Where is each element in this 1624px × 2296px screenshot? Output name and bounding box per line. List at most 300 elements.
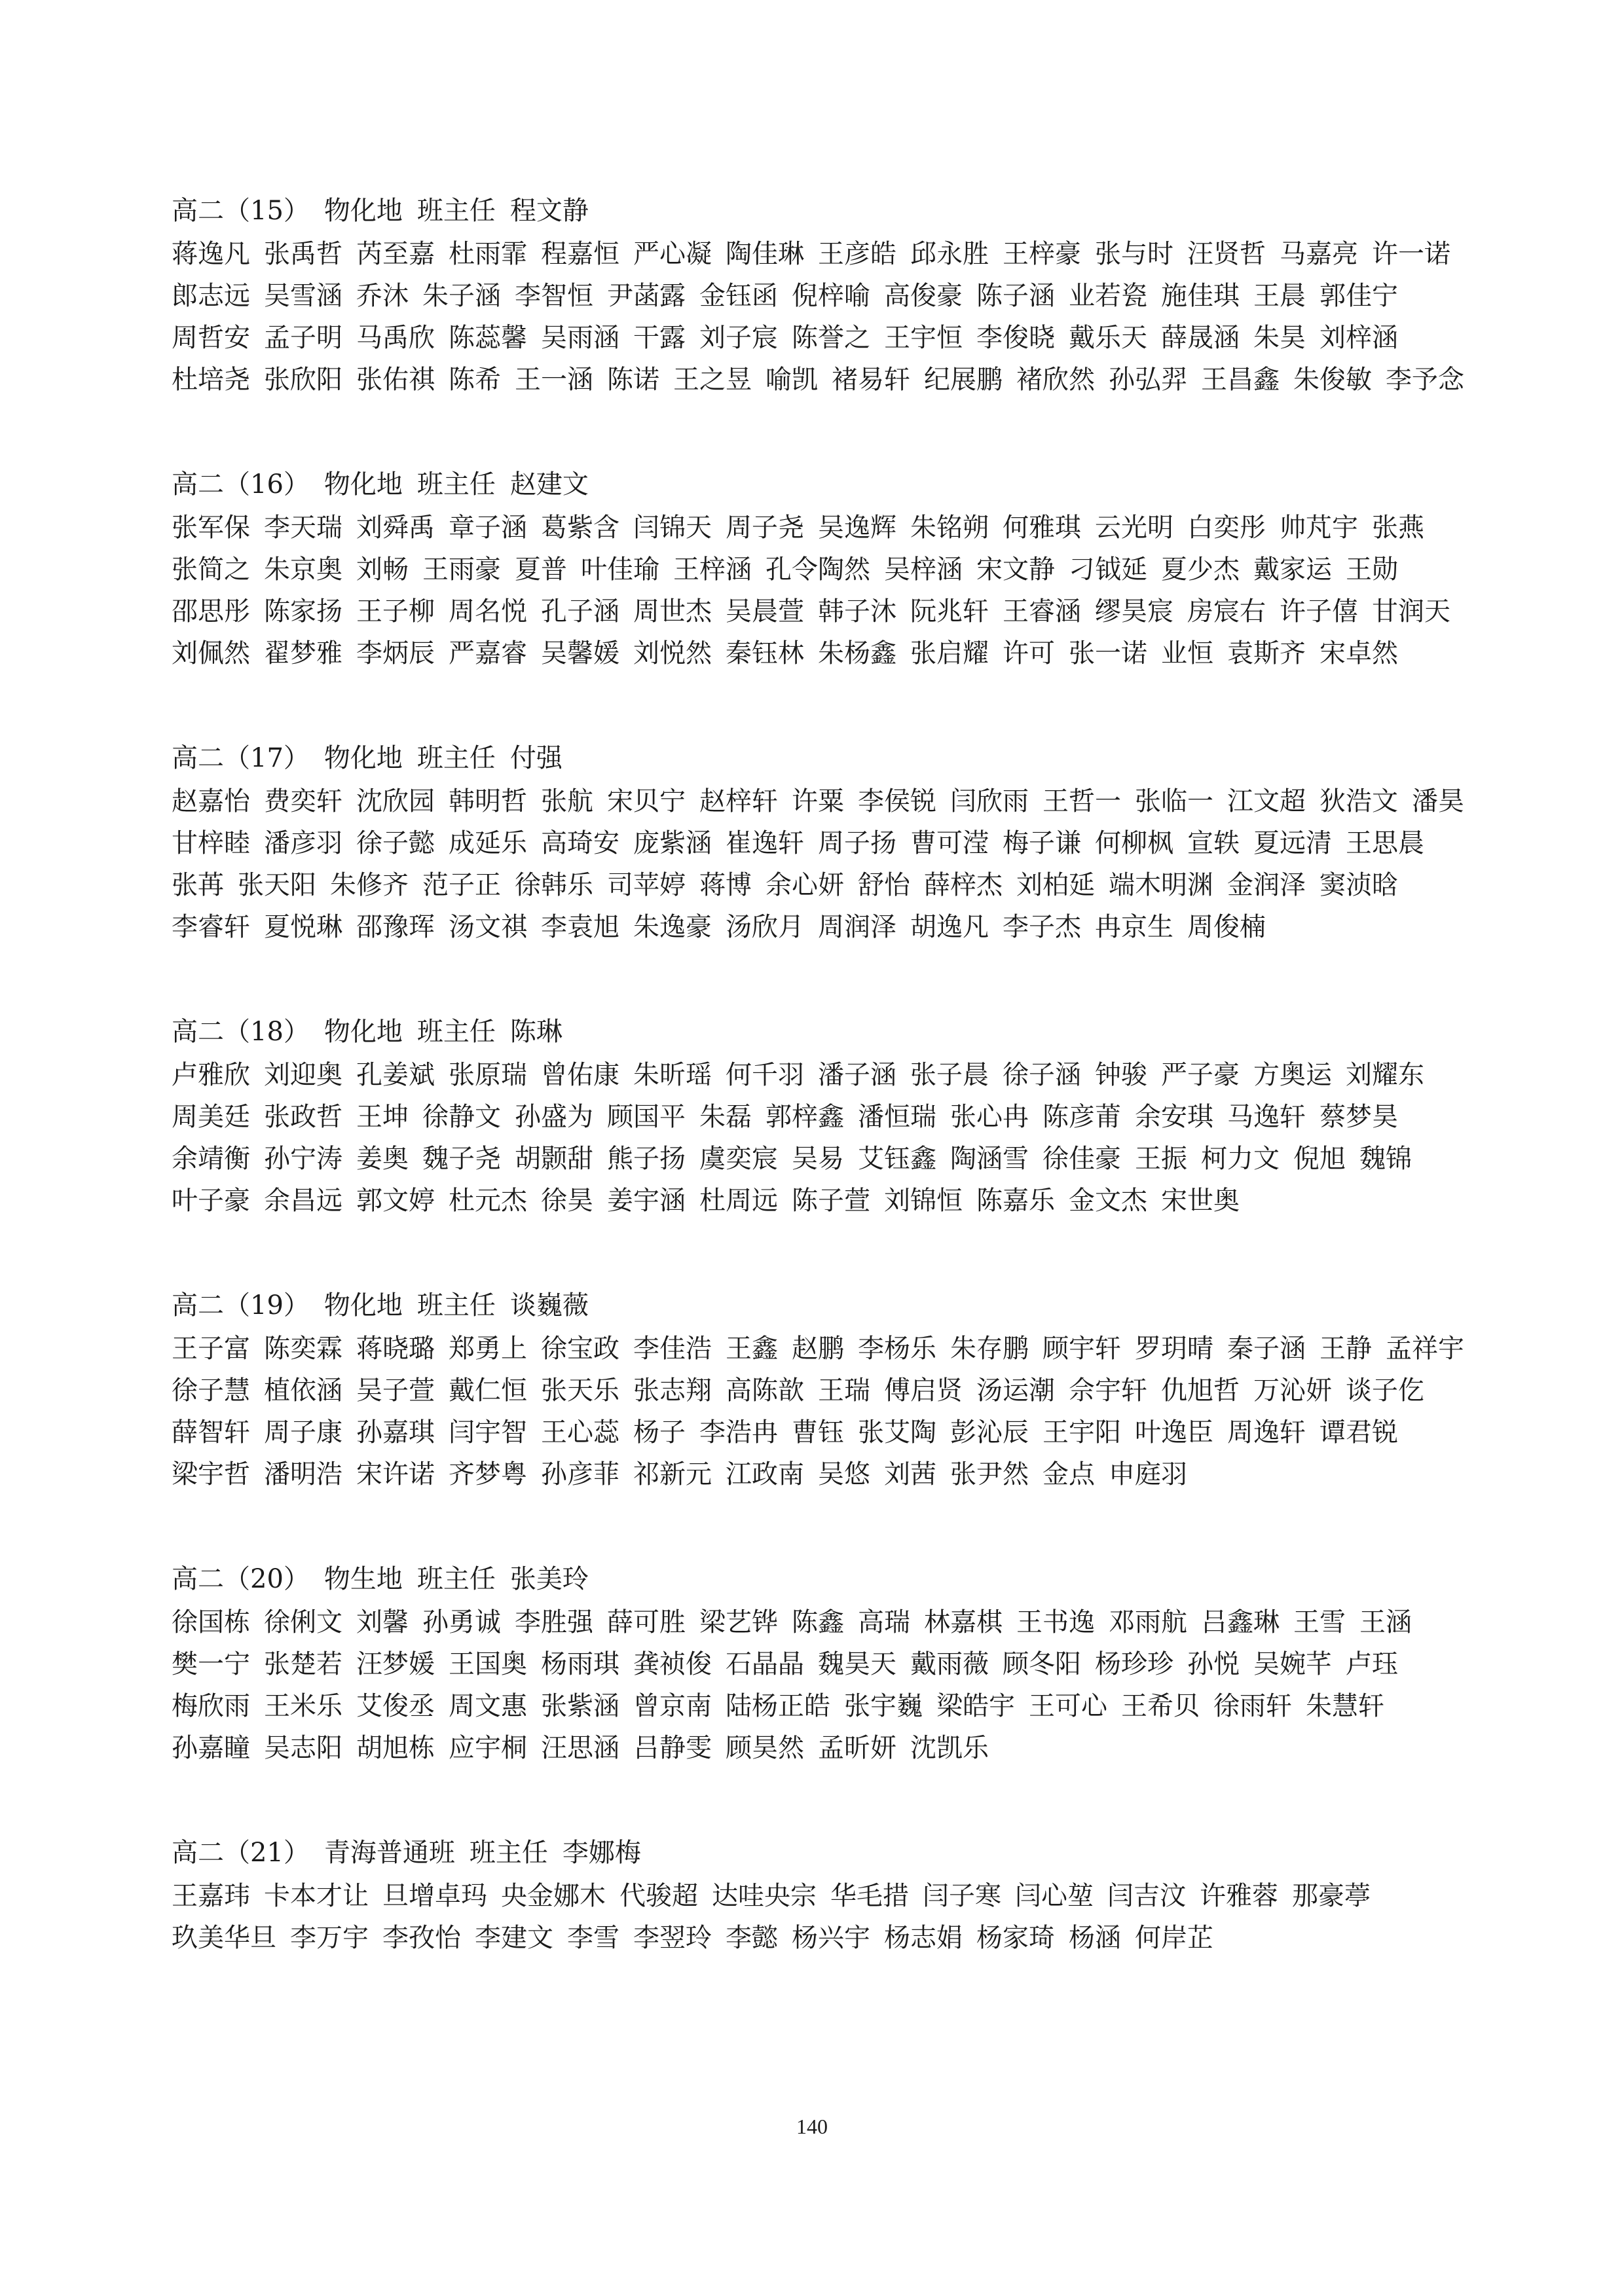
student-name: 王雨豪 (422, 555, 501, 585)
student-name: 王鑫 (726, 1334, 778, 1364)
student-name: 汪梦媛 (356, 1649, 435, 1679)
student-name: 蒋晓璐 (356, 1334, 435, 1364)
student-name: 余安琪 (1135, 1102, 1213, 1132)
student-name: 李翌玲 (633, 1923, 712, 1953)
student-name: 吴易 (792, 1144, 844, 1174)
teacher-name: 程文静 (509, 196, 589, 226)
student-name: 陈子萱 (792, 1186, 870, 1216)
student-name: 高俊豪 (884, 281, 963, 311)
student-name: 李孜怡 (382, 1923, 461, 1953)
student-name: 许粟 (792, 786, 844, 816)
student-name: 朱存鹏 (950, 1334, 1029, 1364)
student-name: 张启耀 (910, 638, 989, 668)
student-name: 刘子宸 (699, 323, 778, 353)
student-name: 舒怡 (858, 870, 910, 900)
student-name: 杨子 (633, 1417, 686, 1448)
student-name: 汤欣月 (726, 912, 804, 942)
student-name: 朱昕瑶 (633, 1060, 712, 1090)
student-name: 王振 (1135, 1144, 1187, 1174)
student-name: 陈嘉乐 (976, 1186, 1055, 1216)
student-name: 许雅蓉 (1200, 1881, 1278, 1911)
student-name: 邱永胜 (910, 239, 989, 269)
class-section (172, 190, 1481, 401)
student-name: 邓雨航 (1109, 1607, 1187, 1637)
teacher-label: 班主任 (416, 1564, 496, 1594)
student-name: 孙彦菲 (541, 1459, 619, 1489)
class-header (172, 1285, 1481, 1326)
student-name: 张子晨 (910, 1060, 989, 1090)
student-name: 徐子懿 (356, 828, 435, 858)
student-name: 薛晟涵 (1161, 323, 1240, 353)
student-name: 李袁旭 (541, 912, 619, 942)
student-name: 吕鑫琳 (1201, 1607, 1280, 1637)
class-section (172, 1285, 1481, 1495)
class-section (172, 737, 1481, 948)
student-name: 王嘉玮 (172, 1881, 250, 1911)
student-name: 宋许诺 (356, 1459, 435, 1489)
student-name: 汤运潮 (976, 1376, 1055, 1406)
student-name: 梅欣雨 (172, 1691, 250, 1721)
student-name: 许可 (1003, 638, 1055, 668)
student-name: 刘耀东 (1346, 1060, 1424, 1090)
student-name: 梅子谦 (1003, 828, 1081, 858)
student-name: 徐宝政 (541, 1334, 619, 1364)
student-name: 尹菡露 (607, 281, 686, 311)
student-name: 傅启贤 (884, 1376, 963, 1406)
student-name: 李万宇 (290, 1923, 369, 1953)
student-name: 孙嘉琪 (356, 1417, 435, 1448)
student-name: 乔沐 (356, 281, 409, 311)
student-name: 卡本才让 (264, 1881, 369, 1911)
student-name: 陶佳琳 (726, 239, 804, 269)
student-name: 周润泽 (818, 912, 896, 942)
class-name: 高二（18） (172, 1017, 310, 1047)
student-name: 张禹哲 (264, 239, 342, 269)
student-name: 戴乐天 (1069, 323, 1147, 353)
student-name: 薛智轩 (172, 1417, 250, 1448)
student-name: 何岸芷 (1135, 1923, 1213, 1953)
student-name: 朱逸豪 (633, 912, 712, 942)
student-name: 郭佳宁 (1320, 281, 1398, 311)
student-list (172, 1601, 1481, 1769)
student-name: 张与时 (1095, 239, 1173, 269)
student-name: 孙盛为 (515, 1102, 593, 1132)
student-name: 张志翔 (633, 1376, 712, 1406)
class-header (172, 1832, 1481, 1874)
class-subjects: 物化地 (323, 469, 403, 500)
student-name: 徐佳豪 (1043, 1144, 1121, 1174)
student-name: 魏昊天 (818, 1649, 896, 1679)
student-name: 祁新元 (633, 1459, 712, 1489)
class-subjects: 物生地 (323, 1564, 403, 1594)
student-list (172, 1054, 1481, 1222)
student-name: 潘恒瑞 (858, 1102, 936, 1132)
roster-page (172, 190, 1481, 1959)
student-name: 仇旭哲 (1161, 1376, 1240, 1406)
student-name: 李懿 (726, 1923, 778, 1953)
teacher-label: 班主任 (416, 469, 496, 500)
student-name: 熊子扬 (607, 1144, 686, 1174)
student-name: 顾国平 (607, 1102, 686, 1132)
student-name: 刘舜禹 (356, 513, 435, 543)
student-name: 吴悠 (818, 1459, 870, 1489)
student-name: 窦浈晗 (1320, 870, 1398, 900)
student-name: 朱磊 (699, 1102, 752, 1132)
student-name: 高陈歆 (726, 1376, 804, 1406)
student-name: 王国奥 (449, 1649, 527, 1679)
student-name: 闫欣雨 (950, 786, 1029, 816)
student-name: 张佑祺 (356, 365, 435, 395)
student-name: 孙悦 (1187, 1649, 1240, 1679)
student-name: 齐梦粤 (449, 1459, 527, 1489)
student-name: 朱俊敏 (1293, 365, 1372, 395)
student-name: 代骏超 (619, 1881, 698, 1911)
student-name: 玖美华旦 (172, 1923, 276, 1953)
student-name: 严心凝 (633, 239, 712, 269)
student-name: 郑勇上 (449, 1334, 527, 1364)
student-name: 宋贝宁 (607, 786, 686, 816)
student-name: 刘锦恒 (884, 1186, 963, 1216)
student-name: 顾冬阳 (1003, 1649, 1081, 1679)
student-name: 周子尧 (726, 513, 804, 543)
student-name: 朱杨鑫 (818, 638, 896, 668)
student-name: 朱昊 (1253, 323, 1306, 353)
student-name: 陈蕊馨 (449, 323, 527, 353)
student-name: 蔡梦昊 (1320, 1102, 1398, 1132)
student-name: 杜周远 (699, 1186, 778, 1216)
student-name: 王雪 (1293, 1607, 1346, 1637)
student-name: 刘柏延 (1016, 870, 1095, 900)
student-name: 费奕轩 (264, 786, 342, 816)
student-name: 何雅琪 (1003, 513, 1081, 543)
student-name: 汪思涵 (541, 1733, 619, 1763)
student-name: 万沁妍 (1253, 1376, 1332, 1406)
class-name: 高二（21） (172, 1838, 310, 1868)
teacher-name: 李娜梅 (562, 1838, 641, 1868)
student-name: 华毛措 (830, 1881, 909, 1911)
class-header (172, 1011, 1481, 1053)
student-name: 蒋博 (699, 870, 752, 900)
student-name: 秦子涵 (1227, 1334, 1306, 1364)
student-name: 薛梓杰 (924, 870, 1003, 900)
student-name: 杨志娟 (884, 1923, 963, 1953)
student-name: 张简之 (172, 555, 250, 585)
student-name: 孟子明 (264, 323, 342, 353)
student-name: 朱修齐 (330, 870, 409, 900)
student-name: 张政哲 (264, 1102, 342, 1132)
student-name: 杨家琦 (976, 1923, 1055, 1953)
teacher-name: 谈巍薇 (509, 1290, 589, 1321)
student-name: 杜雨霏 (449, 239, 527, 269)
student-name: 闫心堃 (1015, 1881, 1094, 1911)
student-name: 阮兆轩 (910, 596, 989, 627)
class-name: 高二（19） (172, 1290, 310, 1321)
teacher-name: 张美玲 (509, 1564, 589, 1594)
class-subjects: 物化地 (323, 1290, 403, 1321)
student-name: 朱铭朔 (910, 513, 989, 543)
student-name: 李俊晓 (976, 323, 1055, 353)
class-subjects: 青海普通班 (323, 1838, 455, 1868)
student-name: 叶逸臣 (1135, 1417, 1213, 1448)
student-name: 马禹欣 (356, 323, 435, 353)
student-name: 陈鑫 (792, 1607, 844, 1637)
student-name: 吴馨媛 (541, 638, 619, 668)
student-name: 陈诺 (607, 365, 659, 395)
student-list (172, 233, 1481, 401)
student-name: 王晨 (1253, 281, 1306, 311)
student-name: 吴梓涵 (884, 555, 963, 585)
student-name: 陈子涵 (976, 281, 1055, 311)
student-name: 甘梓睦 (172, 828, 250, 858)
student-name: 胡颢甜 (515, 1144, 593, 1174)
student-name: 杨兴宇 (792, 1923, 870, 1953)
student-name: 李雪 (567, 1923, 619, 1953)
class-header (172, 737, 1481, 779)
student-name: 何柳枫 (1095, 828, 1173, 858)
student-list (172, 1328, 1481, 1495)
student-name: 张楚若 (264, 1649, 342, 1679)
student-name: 姜奥 (356, 1144, 409, 1174)
student-name: 夏少杰 (1161, 555, 1240, 585)
student-name: 范子正 (422, 870, 501, 900)
student-name: 高瑞 (858, 1607, 910, 1637)
student-name: 倪梓喻 (792, 281, 870, 311)
student-name: 刘梓涵 (1320, 323, 1398, 353)
student-name: 夏远清 (1253, 828, 1332, 858)
student-name: 孔子涵 (541, 596, 619, 627)
student-name: 邵思彤 (172, 596, 250, 627)
student-name: 张临一 (1135, 786, 1213, 816)
teacher-name: 付强 (509, 743, 563, 773)
student-name: 艾钰鑫 (858, 1144, 936, 1174)
student-name: 余靖衡 (172, 1144, 250, 1174)
student-name: 刘茜 (884, 1459, 936, 1489)
student-name: 汤文祺 (449, 912, 527, 942)
student-name: 白奕彤 (1187, 513, 1266, 543)
student-name: 张艾陶 (858, 1417, 936, 1448)
student-name: 王瑞 (818, 1376, 870, 1406)
teacher-name: 赵建文 (509, 469, 589, 500)
student-name: 刘馨 (356, 1607, 409, 1637)
teacher-label: 班主任 (416, 196, 496, 226)
student-name: 吴子萱 (356, 1376, 435, 1406)
student-name: 徐静文 (422, 1102, 501, 1132)
class-subjects: 物化地 (323, 1017, 403, 1047)
student-name: 戴仁恒 (449, 1376, 527, 1406)
student-name: 章子涵 (449, 513, 527, 543)
class-header (172, 190, 1481, 232)
class-name: 高二（15） (172, 196, 310, 226)
student-name: 徐子慧 (172, 1376, 250, 1406)
student-name: 杜培尧 (172, 365, 250, 395)
student-list (172, 1875, 1481, 1959)
student-name: 姜宇涵 (607, 1186, 686, 1216)
student-name: 徐昊 (541, 1186, 593, 1216)
student-name: 曾佑康 (541, 1060, 619, 1090)
teacher-name: 陈琳 (509, 1017, 563, 1047)
student-name: 蒋逸凡 (172, 239, 250, 269)
student-name: 张宇巍 (844, 1691, 923, 1721)
student-name: 朱子涵 (422, 281, 501, 311)
student-name: 梁皓宇 (936, 1691, 1015, 1721)
student-name: 孔令陶然 (766, 555, 870, 585)
student-name: 潘明浩 (264, 1459, 342, 1489)
class-subjects: 物化地 (323, 743, 403, 773)
student-name: 崔逸轩 (726, 828, 804, 858)
student-name: 王昌鑫 (1201, 365, 1280, 395)
student-name: 郎志远 (172, 281, 250, 311)
student-name: 冉京生 (1095, 912, 1173, 942)
student-name: 陈希 (449, 365, 501, 395)
student-name: 张天乐 (541, 1376, 619, 1406)
student-name: 郭梓鑫 (766, 1102, 844, 1132)
student-name: 孟昕妍 (818, 1733, 896, 1763)
student-name: 宣轶 (1187, 828, 1240, 858)
student-name: 许子僖 (1280, 596, 1358, 627)
student-name: 吴婉芊 (1253, 1649, 1332, 1679)
student-name: 闫宇智 (449, 1417, 527, 1448)
student-name: 李天瑞 (264, 513, 342, 543)
student-name: 李佳浩 (633, 1334, 712, 1364)
student-name: 倪旭 (1293, 1144, 1346, 1174)
student-name: 宋卓然 (1320, 638, 1398, 668)
student-name: 虞奕宸 (699, 1144, 778, 1174)
student-name: 刘迎奥 (264, 1060, 342, 1090)
student-name: 孙嘉瞳 (172, 1733, 250, 1763)
student-name: 曾京南 (633, 1691, 712, 1721)
student-name: 业若瓷 (1069, 281, 1147, 311)
student-name: 杨珍珍 (1095, 1649, 1173, 1679)
student-name: 李胜强 (515, 1607, 593, 1637)
student-name: 方奥运 (1253, 1060, 1332, 1090)
teacher-label: 班主任 (469, 1838, 548, 1868)
student-name: 植依涵 (264, 1376, 342, 1406)
student-name: 王思晨 (1346, 828, 1424, 858)
student-name: 葛紫含 (541, 513, 619, 543)
student-name: 云光明 (1095, 513, 1173, 543)
student-name: 王可心 (1029, 1691, 1107, 1721)
student-name: 张航 (541, 786, 593, 816)
student-name: 朱慧轩 (1306, 1691, 1384, 1721)
student-name: 周俊楠 (1187, 912, 1266, 942)
student-name: 吴雪涵 (264, 281, 342, 311)
student-name: 石晶晶 (726, 1649, 804, 1679)
student-name: 王子柳 (356, 596, 435, 627)
student-name: 庞紫涵 (633, 828, 712, 858)
student-name: 顾昊然 (726, 1733, 804, 1763)
student-name: 金文杰 (1069, 1186, 1147, 1216)
student-name: 刁钺延 (1069, 555, 1147, 585)
student-name: 那豪葶 (1292, 1881, 1371, 1911)
student-name: 沈凯乐 (910, 1733, 989, 1763)
student-name: 张苒 (172, 870, 224, 900)
student-name: 彭沁辰 (950, 1417, 1029, 1448)
student-name: 魏子尧 (422, 1144, 501, 1174)
student-name: 周逸轩 (1227, 1417, 1306, 1448)
student-name: 薛可胜 (607, 1607, 686, 1637)
student-name: 施佳琪 (1161, 281, 1240, 311)
class-section (172, 1832, 1481, 1959)
student-name: 艾俊丞 (356, 1691, 435, 1721)
student-name: 刘悦然 (633, 638, 712, 668)
student-name: 胡旭栋 (356, 1733, 435, 1763)
student-name: 张欣阳 (264, 365, 342, 395)
student-name: 韩子沐 (818, 596, 896, 627)
student-name: 严子豪 (1161, 1060, 1240, 1090)
student-name: 顾宇轩 (1043, 1334, 1121, 1364)
student-name: 达哇央宗 (712, 1881, 817, 1911)
student-name: 金钰函 (699, 281, 778, 311)
student-name: 翟梦雅 (264, 638, 342, 668)
student-name: 胡逸凡 (910, 912, 989, 942)
student-name: 旦增卓玛 (382, 1881, 487, 1911)
student-name: 孙弘羿 (1109, 365, 1187, 395)
student-name: 高琦安 (541, 828, 619, 858)
student-name: 王涵 (1359, 1607, 1412, 1637)
student-name: 房宸右 (1187, 596, 1266, 627)
student-name: 卢珏 (1346, 1649, 1398, 1679)
student-name: 孟祥宇 (1386, 1334, 1464, 1364)
student-name: 马嘉亮 (1280, 239, 1358, 269)
student-name: 李子杰 (1003, 912, 1081, 942)
student-name: 刘佩然 (172, 638, 250, 668)
student-name: 徐子涵 (1003, 1060, 1081, 1090)
class-section (172, 464, 1481, 674)
student-name: 周哲安 (172, 323, 250, 353)
student-name: 陈家扬 (264, 596, 342, 627)
student-name: 赵梓轩 (699, 786, 778, 816)
student-name: 徐俐文 (264, 1607, 342, 1637)
student-name: 王睿涵 (1003, 596, 1081, 627)
class-name: 高二（20） (172, 1564, 310, 1594)
student-name: 林嘉棋 (924, 1607, 1003, 1637)
class-header (172, 1558, 1481, 1600)
student-name: 应宇桐 (449, 1733, 527, 1763)
student-name: 潘彦羽 (264, 828, 342, 858)
student-name: 余心妍 (766, 870, 844, 900)
student-name: 张军保 (172, 513, 250, 543)
student-name: 陈誉之 (792, 323, 870, 353)
student-name: 汪贤哲 (1187, 239, 1266, 269)
student-name: 刘畅 (356, 555, 409, 585)
student-name: 卢雅欣 (172, 1060, 250, 1090)
student-name: 端木明渊 (1109, 870, 1213, 900)
student-name: 王梓涵 (673, 555, 752, 585)
student-name: 周文惠 (449, 1691, 527, 1721)
student-name: 梁艺铧 (699, 1607, 778, 1637)
student-name: 李智恒 (515, 281, 593, 311)
class-name: 高二（17） (172, 743, 310, 773)
student-name: 张天阳 (238, 870, 316, 900)
student-name: 王勋 (1346, 555, 1398, 585)
class-section (172, 1558, 1481, 1769)
student-name: 赵鹏 (792, 1334, 844, 1364)
student-name: 袁斯齐 (1227, 638, 1306, 668)
student-name: 王心蕊 (541, 1417, 619, 1448)
student-name: 王坤 (356, 1102, 409, 1132)
student-name: 李予念 (1386, 365, 1464, 395)
student-name: 吴雨涵 (541, 323, 619, 353)
class-name: 高二（16） (172, 469, 310, 500)
student-name: 程嘉恒 (541, 239, 619, 269)
student-name: 张燕 (1372, 513, 1424, 543)
student-name: 张原瑞 (449, 1060, 527, 1090)
student-name: 龚祯俊 (633, 1649, 712, 1679)
student-name: 闫子寒 (923, 1881, 1001, 1911)
student-name: 郭文婷 (356, 1186, 435, 1216)
student-name: 王梓豪 (1003, 239, 1081, 269)
student-name: 业恒 (1161, 638, 1213, 668)
